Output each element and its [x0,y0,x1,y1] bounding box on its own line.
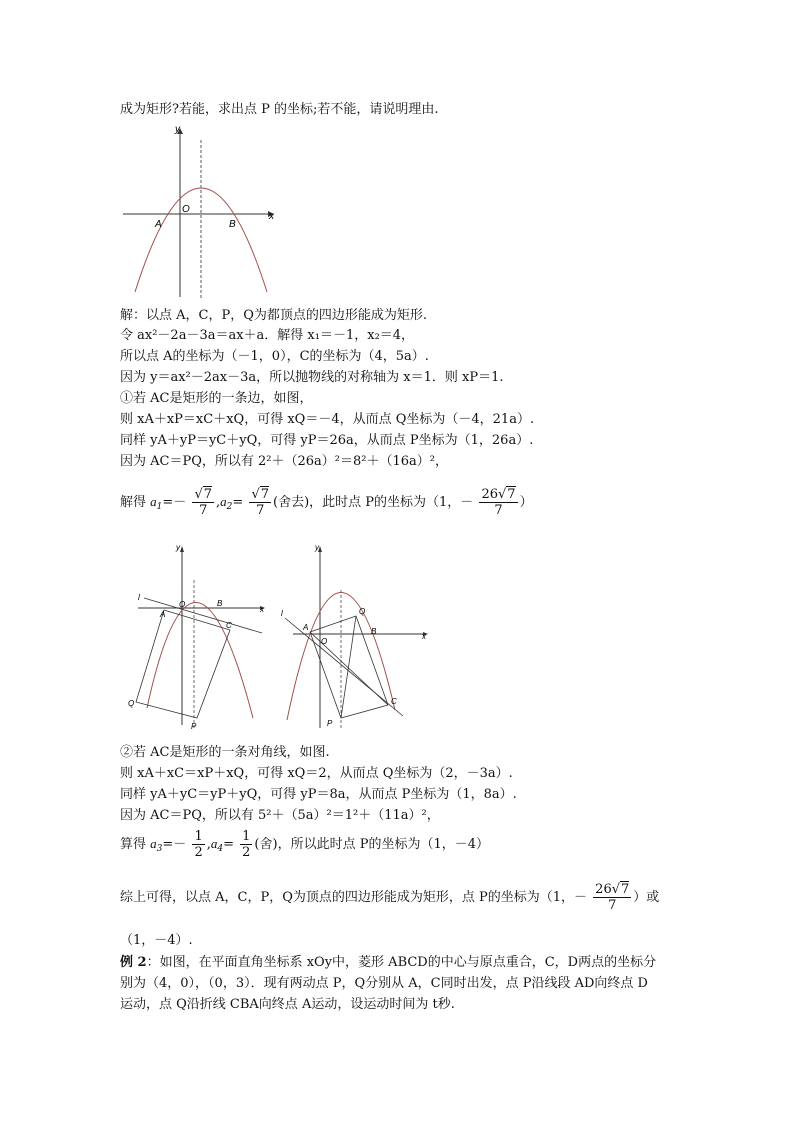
svg-text:x: x [260,605,264,614]
svg-text:l: l [281,609,283,618]
svg-text:O: O [321,637,328,646]
point-b-label: B [229,219,236,230]
diagonal-pq [341,616,356,718]
svg-text:y: y [315,543,319,552]
solution-line-7: 同样 yA＋yP＝yC＋yQ，可得 yP＝26a，从而点 P坐标为（1，26a）. [120,433,534,448]
example-2-line-1: 例 2：如图，在平面直角坐标系 xOy中，菱形 ABCD的中心与原点重合，C，D两点的坐标分 [120,955,657,970]
rectangle-acpq [136,610,230,718]
solve-text: 解得 [120,495,147,510]
fraction-half: $\frac{1}{2}$ [242,829,251,860]
solution-line-8: 因为 AC＝PQ，所以有 2²＋（26a）²＝8²＋（16a）²， [120,454,448,469]
fraction-26sqrt7-over-7-conclusion: $\frac{26√7}{7}$ [595,882,630,913]
example-2-label: 例 2 [120,955,147,970]
svg-text:C: C [391,697,397,706]
svg-text:B: B [371,627,377,636]
problem-intro: 成为矩形?若能，求出点 P 的坐标;若不能，请说明理由. [120,102,439,117]
line-l [285,618,403,716]
svg-text:A: A [303,623,309,632]
solution-line-9: 解得 $a_1=-$ $\frac{√7}{7}$ $,a_2=$ $\frac{√7}{7}$ (舍去)，此时点 P的坐标为（1，－ $\frac{26√7}{7}$ ） [120,487,533,518]
example-2-line-3: 运动，点 Q沿折线 CBA向终点 A运动，设运动时间为 t秒. [120,997,455,1012]
figure-parabola-1 [118,122,278,300]
svg-text:A: A [160,610,166,619]
solution-line-10: ②若 AC是矩形的一条对角线，如图. [120,745,330,760]
solution-line-15: 综上可得，以点 A，C，P，Q为顶点的四边形能成为矩形，点 P的坐标为（1，－ $\frac{26√7}{7}$ ）或 [120,882,660,913]
fraction-26sqrt7-over-7: $\frac{26√7}{7}$ [481,487,516,518]
solution-line-12: 同样 yA＋yC＝yP＋yQ，可得 yP＝8a，从而点 P坐标为（1，8a）. [120,787,517,802]
fraction-neg-sqrt7-over-7: $\frac{√7}{7}$ [194,487,213,518]
fraction-sqrt7-over-7: $\frac{√7}{7}$ [251,487,270,518]
svg-text:x: x [422,632,426,641]
origin-label: O [182,204,190,215]
svg-text:l: l [138,593,140,602]
solution-line-16: （1，－4）. [120,933,193,948]
figure-rectangle-side [120,540,270,735]
solution-line-1: 解：以点 A，C，P，Q为都顶点的四边形能成为矩形. [120,308,428,323]
point-a-label: A [155,219,162,230]
svg-text:Q: Q [128,699,135,708]
svg-text:O: O [179,600,186,609]
figure-rectangle-diagonal [275,540,435,735]
x-axis-label: x [269,211,274,222]
example-2-line-2: 别为（4，0），（0，3）．现有两动点 P，Q分别从 A，C同时出发，点 P沿线段 AD向终点 D [120,976,648,991]
svg-text:B: B [217,599,223,608]
svg-text:C: C [226,621,232,630]
parabola-curve [147,602,253,718]
solution-line-13: 因为 AC＝PQ，所以有 5²＋（5a）²＝1²＋（11a）²， [120,808,440,823]
solution-line-11: 则 xA＋xC＝xP＋xQ，可得 xQ＝2，从而点 Q坐标为（2，－3a）. [120,766,513,781]
y-axis-arrow-icon [180,546,184,552]
solution-line-5: ①若 AC是矩形的一条边，如图， [120,391,313,406]
svg-text:y: y [176,543,180,552]
svg-text:P: P [327,719,333,728]
solution-line-6: 则 xA＋xP＝xC＋xQ，可得 xQ＝－4，从而点 Q坐标为（－4，21a）. [120,412,535,427]
svg-text:P: P [191,722,197,731]
solution-line-4: 因为 y＝ax²－2ax－3a，所以抛物线的对称轴为 x＝1．则 xP＝1. [120,370,504,385]
solution-line-2: 令 ax²－2a－3a＝ax＋a．解得 x₁＝－1，x₂＝4， [120,328,415,343]
fraction-neg-half: $\frac{1}{2}$ [194,829,203,860]
solution-line-3: 所以点 A的坐标为（－1，0），C的坐标为（4，5a）. [120,349,429,364]
y-axis-label: y [175,124,180,135]
solution-line-14: 算得 $a_3=-$ $\frac{1}{2}$ $,a_4=$ $\frac{1}{2}$ (舍)，所以此时点 P的坐标为（1，－4） [120,829,489,860]
svg-text:Q: Q [359,607,366,616]
